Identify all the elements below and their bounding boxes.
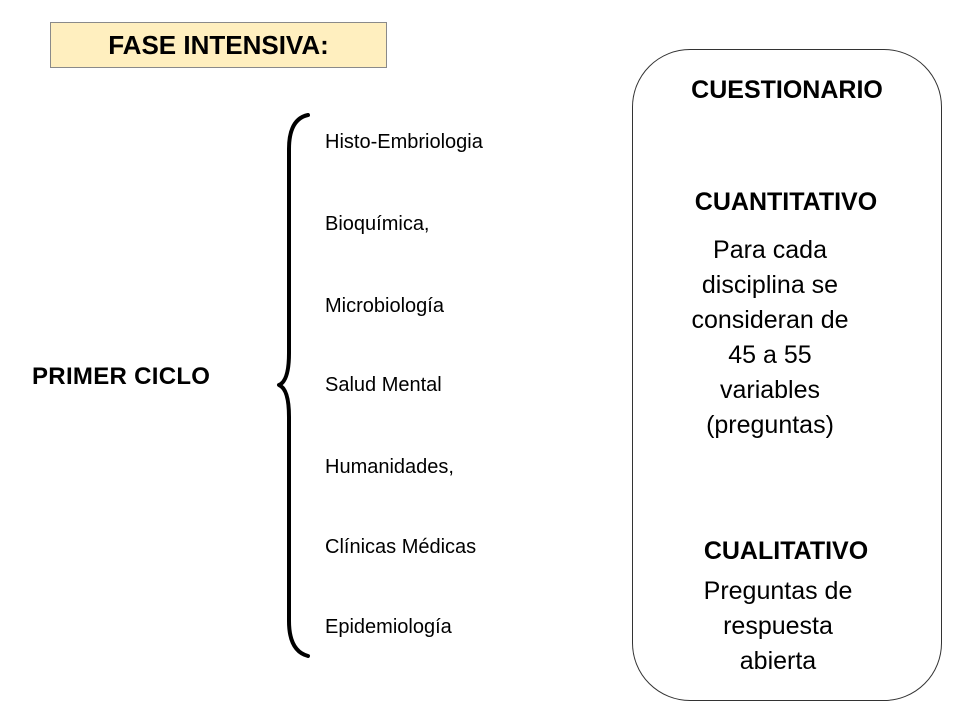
- quantitative-line: 45 a 55: [728, 341, 812, 369]
- phase-title: FASE INTENSIVA:: [108, 29, 329, 60]
- subject-list: [325, 0, 585, 720]
- quantitative-description: [630, 233, 910, 443]
- group-label: PRIMER CICLO: [32, 363, 211, 390]
- qualitative-line: abierta: [739, 647, 817, 675]
- quantitative-line: disciplina se: [701, 271, 839, 299]
- subject-item: Humanidades,: [325, 456, 454, 478]
- questionnaire-heading: CUESTIONARIO: [691, 76, 883, 104]
- quantitative-line: variables: [719, 376, 821, 404]
- left-curly-brace: [275, 113, 315, 658]
- qualitative-description: [640, 574, 916, 679]
- quantitative-line: (preguntas): [706, 411, 834, 439]
- quantitative-line: consideran de: [691, 306, 849, 334]
- subject-item: Bioquímica,: [325, 213, 430, 235]
- qualitative-line: respuesta: [723, 612, 833, 640]
- qualitative-heading: CUALITATIVO: [703, 537, 869, 565]
- subject-item: Histo-Embriologia: [325, 131, 483, 153]
- subject-item: Microbiología: [325, 295, 444, 317]
- subject-item: Clínicas Médicas: [325, 536, 477, 558]
- quantitative-line: Para cada: [713, 236, 827, 264]
- subject-item: Salud Mental: [325, 374, 442, 396]
- subject-item: Epidemiología: [325, 616, 452, 638]
- qualitative-line: Preguntas de: [703, 577, 853, 605]
- quantitative-heading: CUANTITATIVO: [694, 188, 878, 216]
